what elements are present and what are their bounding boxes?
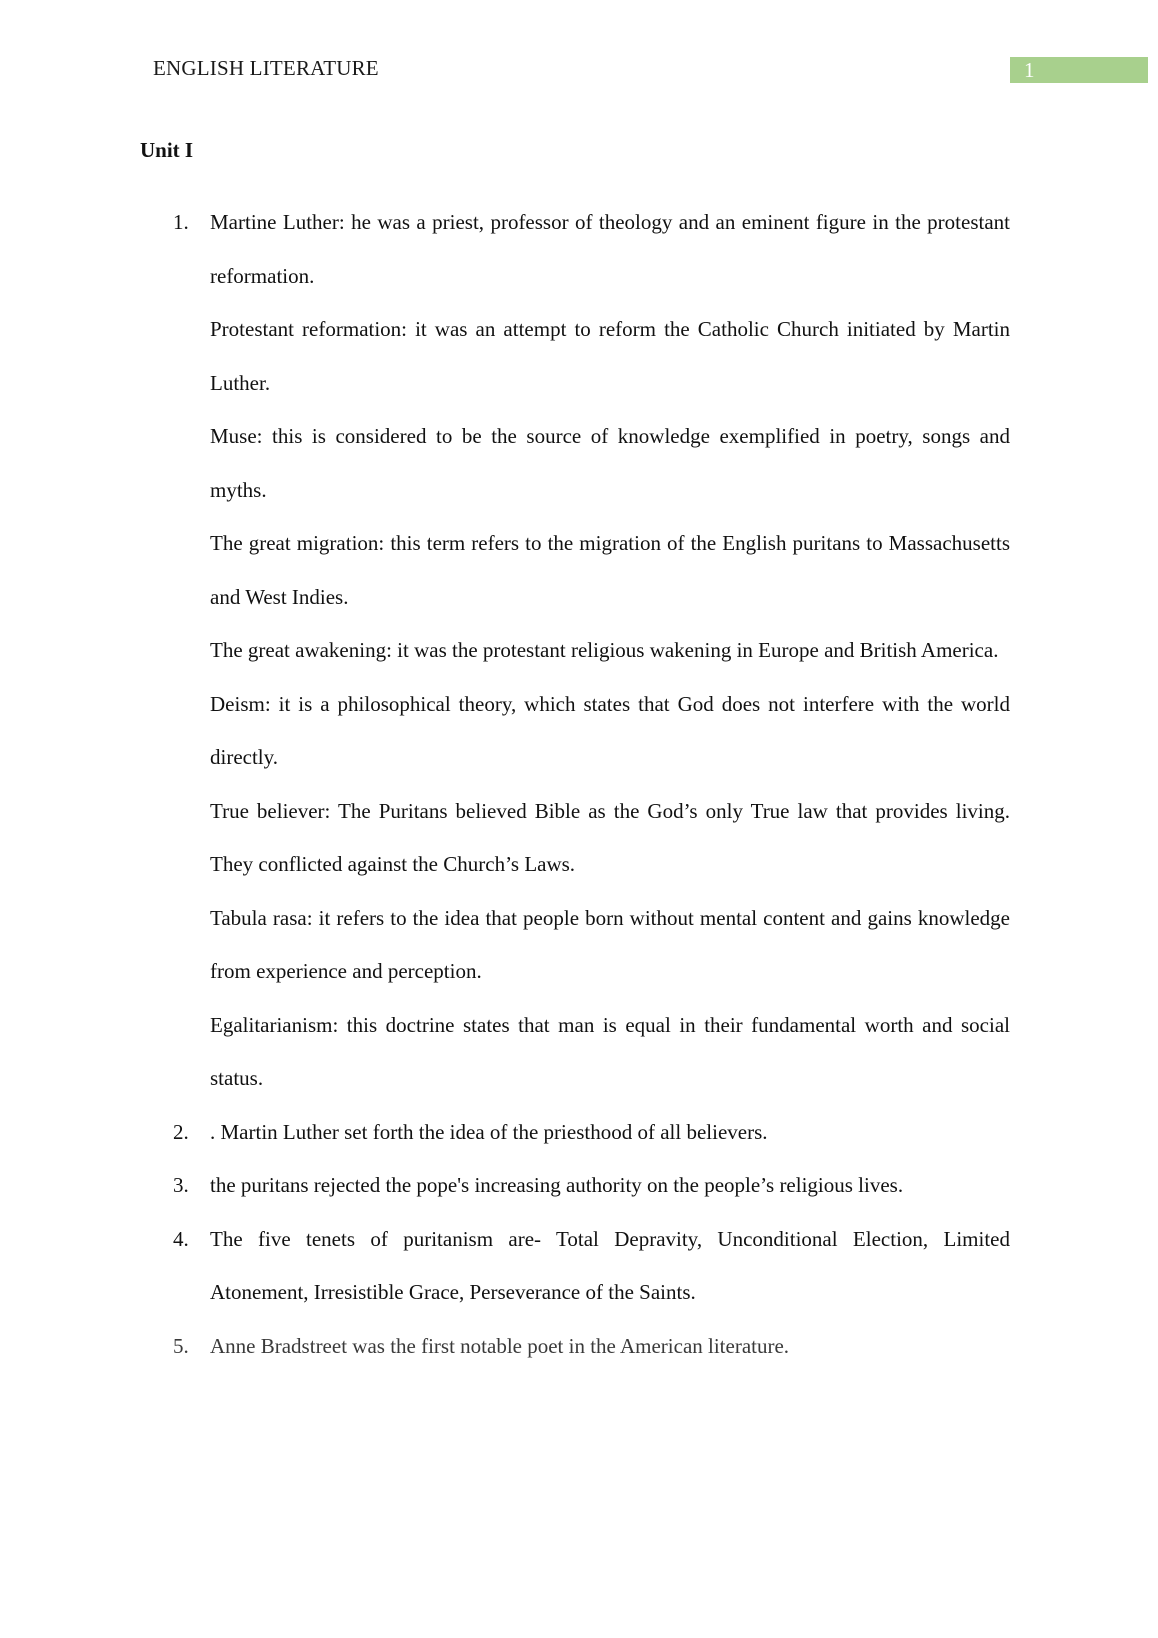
definition-paragraph: Egalitarianism: this doctrine states that man is equal in their fundamental worth and social status. [210, 1012, 1010, 1090]
definition-paragraph: Protestant reformation: it was an attempt to reform the Catholic Church initiated by Martin Luther. [210, 317, 1010, 395]
list-item-number: 2. [173, 1119, 189, 1144]
list-item [140, 1213, 1010, 1320]
list-item [140, 1159, 1010, 1213]
answer-paragraph: . Martin Luther set forth the idea of the priesthood of all believers. [210, 1119, 768, 1144]
running-head: ENGLISH LITERATURE [153, 56, 379, 80]
definition-paragraph: The great awakening: it was the protestant religious wakening in Europe and British America. [210, 638, 999, 662]
definition-paragraph: Tabula rasa: it refers to the idea that people born without mental content and gains knowledge from experience and perception. [210, 905, 1010, 983]
page-number-box [1010, 57, 1148, 83]
answer-paragraph: Anne Bradstreet was the first notable poet in the American literature. [210, 1333, 790, 1358]
page-number: 1 [1024, 58, 1035, 82]
definition-paragraph: Deism: it is a philosophical theory, which states that God does not interfere with the world directly. [210, 691, 1010, 769]
list-item [140, 1320, 1010, 1374]
answer-paragraph: The five tenets of puritanism are- Total Depravity, Unconditional Election, Limited Atonement, Irresistible Grace, Perseverance of the Saints. [210, 1226, 1010, 1304]
list-item [140, 1106, 1010, 1160]
list-item-number: 4. [173, 1226, 189, 1251]
definition-paragraph: Muse: this is considered to be the source of knowledge exemplified in poetry, songs and myths. [210, 424, 1010, 502]
list-item-number: 5. [173, 1333, 189, 1358]
list-item [140, 196, 1010, 1106]
definition-paragraph: True believer: The Puritans believed Bible as the God’s only True law that provides living. They conflicted against the Church’s Laws. [210, 798, 1010, 876]
definition-paragraph: Martine Luther: he was a priest, professor of theology and an eminent figure in the protestant reformation. [210, 210, 1010, 288]
answer-paragraph: the puritans rejected the pope's increasing authority on the people’s religious lives. [210, 1173, 904, 1197]
definition-paragraph: The great migration: this term refers to the migration of the English puritans to Massachusetts and West Indies. [210, 531, 1010, 609]
numbered-list [140, 196, 1010, 1373]
section-title: Unit I [140, 138, 194, 162]
list-item-number: 1. [173, 210, 189, 234]
list-item-number: 3. [173, 1173, 189, 1197]
